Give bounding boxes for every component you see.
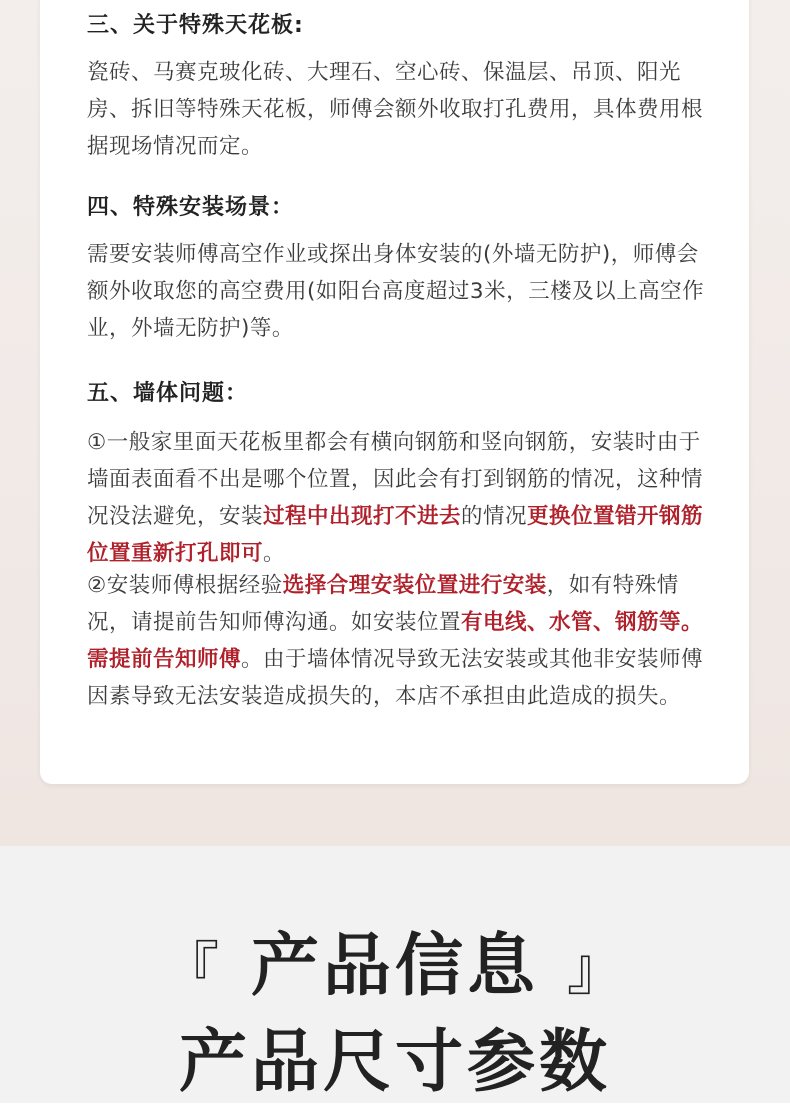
body-text: 需要安装师傅高空作业或探出身体安装的(外墙无防护)，师傅会额外收取您的高空费用(如阳台高度超过3米，三楼及以上高空作业，外墙无防护)等。 [87,242,705,341]
product-info-heading [0,912,790,1009]
section-body-special-ceiling [87,54,712,165]
bracket-close: 』 [566,935,629,1003]
section-title-wall-issues: 五、墙体问题： [87,381,249,406]
highlight-text: 过程中出现打不进去 [263,504,462,529]
body-text: ②安装师傅根据经验 [87,573,283,598]
product-info-title: 产品信息 [250,927,539,1006]
highlight-text: 有电线、水管、钢筋等。需提前告知师傅 [87,610,704,672]
body-text: ，如有特殊情况，请提前告知师傅沟通。如安装位置 [87,573,679,635]
highlight-text: 选择合理安装位置进行安装 [282,573,547,598]
product-size-heading: 产品尺寸参数 [178,1023,611,1102]
highlight-text: 更换位置错开钢筋位置重新打孔即可 [87,504,704,566]
bracket-open: 『 [161,935,224,1003]
body-text: ①一般家里面天花板里都会有横向钢筋和竖向钢筋，安装时由于墙面表面看不出是哪个位置，因此会有打到钢筋的情况，这种情况没法避免，安装 [87,430,704,529]
body-text: 瓷砖、马赛克玻化砖、大理石、空心砖、保温层、吊顶、阳光房、拆旧等特殊天花板，师傅会额外收取打孔费用，具体费用根据现场情况而定。 [87,60,704,159]
body-text: 。 [263,541,286,566]
section-title-special-scene: 四、特殊安装场景： [87,195,295,220]
section-body-special-scene [87,236,712,347]
body-text: 的情况 [461,504,528,529]
section-body-wall-issues-2 [87,567,712,715]
section-title-special-ceiling: 三、关于特殊天花板: [87,13,304,38]
body-text: 。由于墙体情况导致无法安装或其他非安装师傅因素导致无法安装造成损失的，本店不承担由此造成的损失。 [87,647,704,709]
section-body-wall-issues-1 [87,424,712,572]
